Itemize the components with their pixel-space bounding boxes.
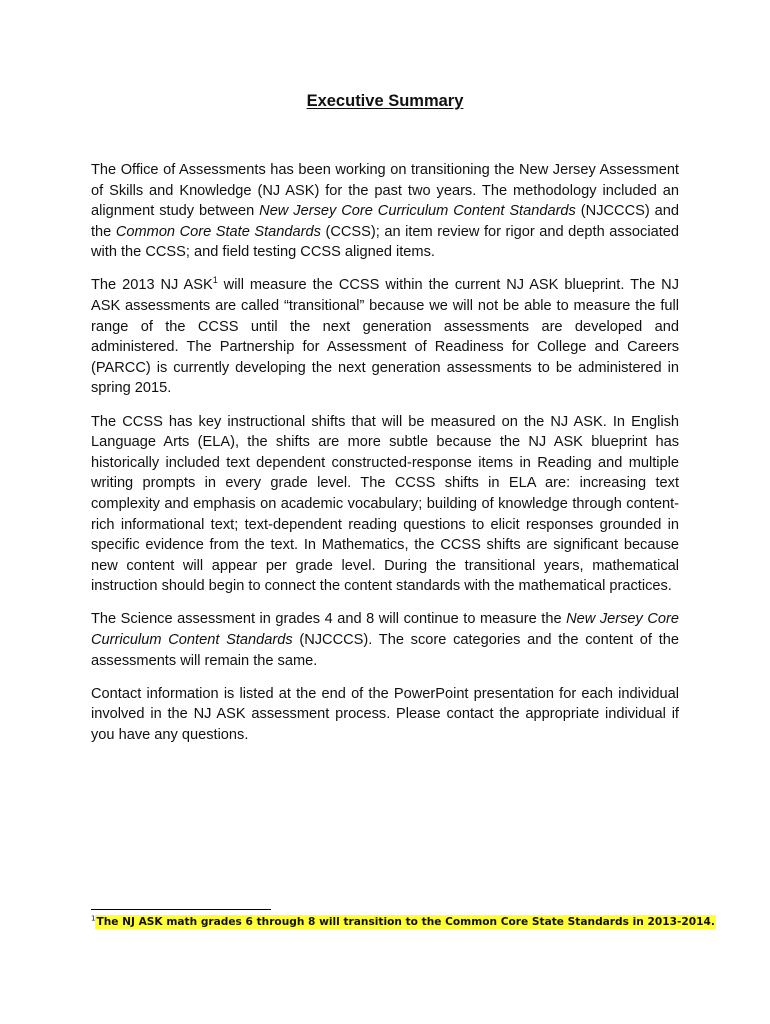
paragraph-1-text-e: (CCSS); an item review for rigor and depth associated with the CCSS; and field testing CCSS aligned items. <box>91 223 679 261</box>
footnote-text: The NJ ASK math grades 6 through 8 will transition to the Common Core State Standards in 2013-2014. <box>96 916 715 928</box>
paragraph-2 <box>91 275 679 399</box>
paragraph-1 <box>91 160 679 263</box>
footnote-reference: 1 <box>212 275 218 286</box>
footnote-divider <box>91 909 271 910</box>
paragraph-3: The CCSS has key instructional shifts that will be measured on the NJ ASK. In English Language Arts (ELA), the shifts are more subtle because the NJ ASK blueprint has historically included text dependent constructed-response items in Reading and multiple writing prompts in every grade level. The CCSS shifts in ELA are: increasing text complexity and emphasis on academic vocabulary; building of knowledge through content-rich informational text; text-dependent reading questions to elicit responses grounded in specific evidence from the text. In Mathematics, the CCSS shifts are significant because new content will appear per grade level. During the transitional years, mathematical instruction should begin to connect the content standards with the mathematical practices. <box>91 413 679 595</box>
document-body <box>91 160 679 758</box>
footnote <box>91 914 716 930</box>
paragraph-2-text-a: The 2013 NJ ASK <box>91 277 213 294</box>
paragraph-4-text-a: The Science assessment in grades 4 and 8 will continue to measure the <box>91 611 567 628</box>
paragraph-1-italic-njcccs: New Jersey Core Curriculum Content Standards <box>259 203 576 220</box>
paragraph-5: Contact information is listed at the end of the PowerPoint presentation for each individual involved in the NJ ASK assessment process. Please contact the appropriate individual if you have any questions. <box>91 685 679 743</box>
paragraph-2-text-b: will measure the CCSS within the current NJ ASK blueprint. The NJ ASK assessments are called “transitional” because we will not be able to measure the full range of the CCSS until the next generation assessments are developed and administered. The Partnership for Assessment of Readiness for College and Careers (PARCC) is currently developing the next generation assessments to be administered in spring 2015. <box>91 277 679 397</box>
paragraph-1-italic-ccss: Common Core State Standards <box>115 223 321 240</box>
page-title: Executive Summary <box>306 92 464 110</box>
paragraph-4-italic-njcccs: New Jersey Core Curriculum Content Standards <box>91 611 680 648</box>
paragraph-4 <box>91 609 679 671</box>
paragraph-4-text-c: (NJCCCS). The score categories and the content of the assessments will remain the same. <box>91 631 679 669</box>
paragraph-1-text-a: The Office of Assessments has been working on transitioning the New Jersey Assessment of Skills and Knowledge (NJ ASK) for the past two years. The methodology included an alignment study between <box>91 162 679 220</box>
footnote-mark: 1 <box>91 914 96 923</box>
paragraph-1-text-c: (NJCCCS) and the <box>91 203 679 240</box>
